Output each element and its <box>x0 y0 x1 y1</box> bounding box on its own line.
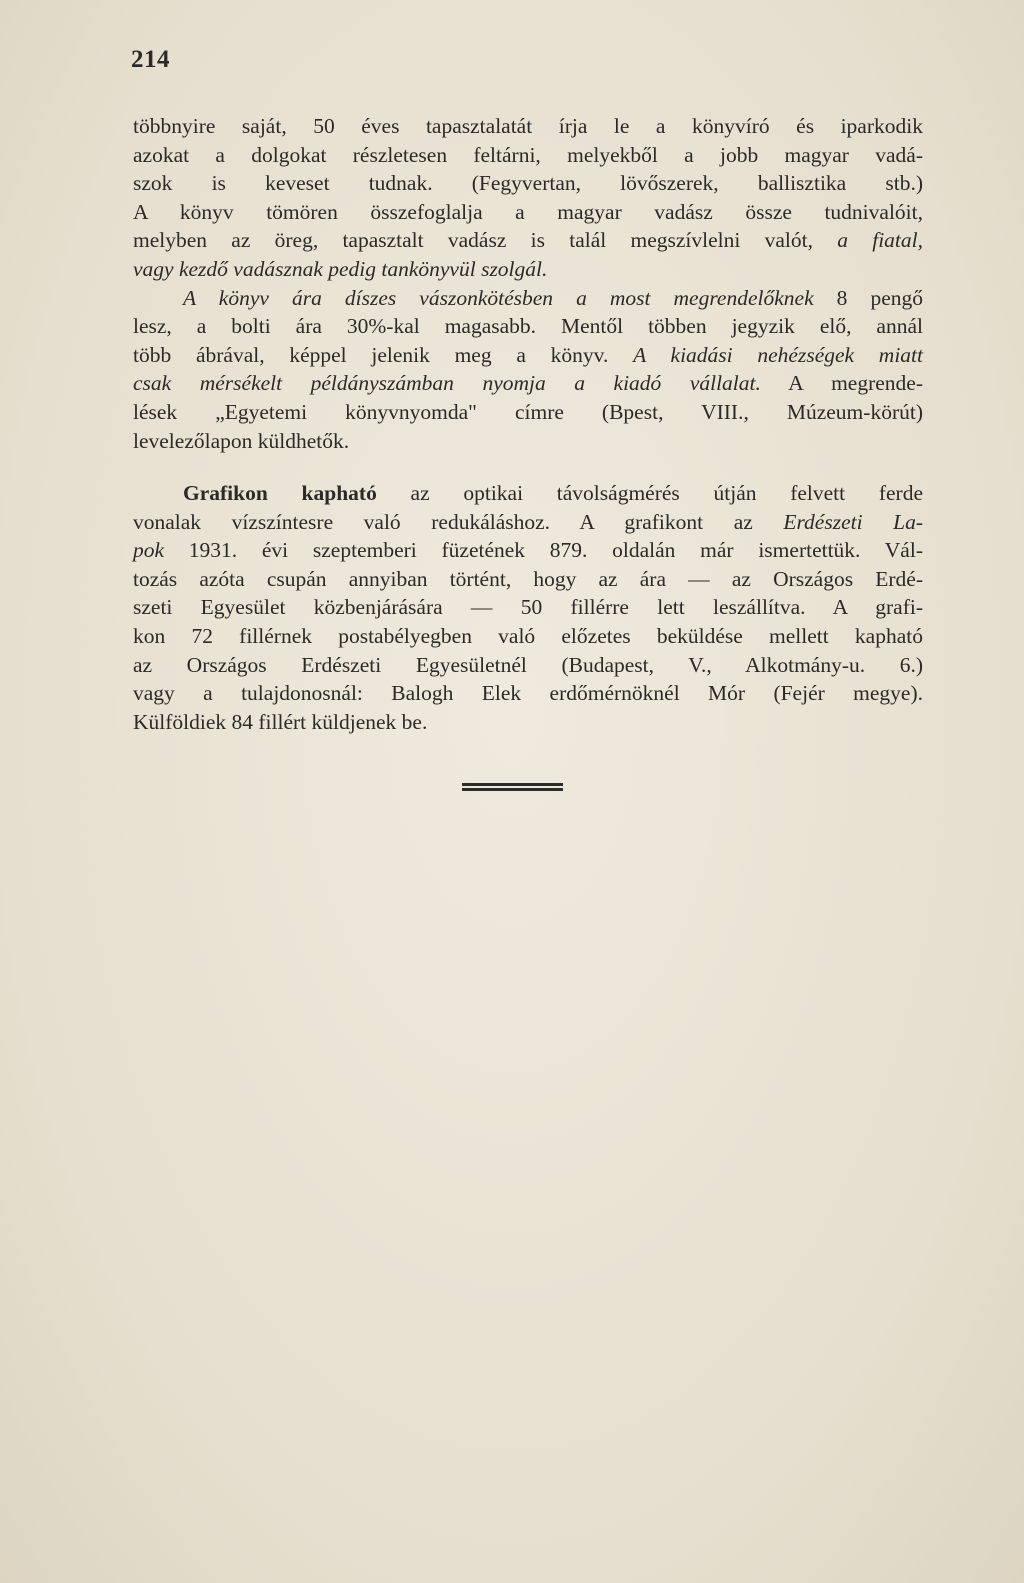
italic-text-run: A könyv ára díszes vászonkötésben a most megrendelőknek <box>183 285 814 310</box>
book-announcement-paragraph <box>133 112 923 455</box>
text-line: azokat a dolgokat részletesen feltárni, melyekből a jobb magyar vadá- <box>133 142 923 167</box>
text-line: vagy a tulajdonosnál: Balogh Elek erdőmérnöknél Mór (Fejér megye). <box>133 681 923 706</box>
text-line: levelezőlapon küldhetők. <box>133 428 350 453</box>
text-run: melyben az öreg, tapasztalt vadász is talál megszívlelni valót, <box>133 228 838 253</box>
text-line <box>133 341 923 370</box>
italic-text-run: A kiadási nehézségek miatt <box>633 342 923 367</box>
text-line <box>133 479 923 508</box>
text-line <box>133 226 923 255</box>
italic-text-run: pok <box>133 538 165 563</box>
text-line: Külföldiek 84 fillért küldjenek be. <box>133 709 428 734</box>
page-number: 214 <box>131 46 170 73</box>
text-run: 1931. évi szeptemberi füzetének 879. oldalán már ismertettük. Vál- <box>164 538 923 563</box>
italic-text-run: a fiatal, <box>837 228 923 253</box>
italic-text-run: Erdészeti La- <box>783 509 923 534</box>
text-run: az optikai távolságmérés útján felvett ferde <box>376 481 923 505</box>
text-line: az Országos Erdészeti Egyesületnél (Budapest, V., Alkotmány-u. 6.) <box>133 652 923 677</box>
text-line <box>133 369 923 398</box>
text-line: A könyv tömören összefoglalja a magyar vadász össze tudnivalóit, <box>133 199 923 224</box>
italic-text-line: vagy kezdő vadásznak pedig tankönyvül szolgál. <box>133 256 548 281</box>
text-line: tozás azóta csupán annyiban történt, hogy az ára — az Országos Erdé- <box>133 566 923 591</box>
text-run: A megrende- <box>760 371 924 396</box>
section-divider-top <box>462 783 563 786</box>
text-line <box>133 284 923 313</box>
text-line: lések „Egyetemi könyvnyomda" címre (Bpest, VIII., Múzeum-körút) <box>133 399 923 424</box>
section-divider-bottom <box>462 788 563 791</box>
text-run: vonalak vízszíntesre való redukáláshoz. A grafikont az <box>133 509 784 534</box>
text-run: több ábrával, képpel jelenik meg a könyv. <box>133 342 634 367</box>
grafikon-notice-paragraph <box>133 479 923 736</box>
italic-text-run: csak mérsékelt példányszámban nyomja a kiadó vállalat. <box>133 371 761 396</box>
text-line <box>133 536 923 565</box>
text-line: szok is keveset tudnak. (Fegyvertan, lövőszerek, ballisztika stb.) <box>133 171 923 196</box>
text-run: 8 pengő <box>813 285 924 310</box>
text-line: kon 72 fillérnek postabélyegben való előzetes beküldése mellett kapható <box>133 623 923 648</box>
bold-text-run: Grafikon kapható <box>183 481 377 505</box>
text-line: szeti Egyesület közbenjárására — 50 fillérre lett leszállítva. A grafi- <box>133 595 923 620</box>
text-line: lesz, a bolti ára 30%-kal magasabb. Mentől többen jegyzik elő, annál <box>133 314 923 339</box>
text-line <box>133 508 923 537</box>
text-line: többnyire saját, 50 éves tapasztalatát írja le a könyvíró és iparkodik <box>133 114 923 138</box>
